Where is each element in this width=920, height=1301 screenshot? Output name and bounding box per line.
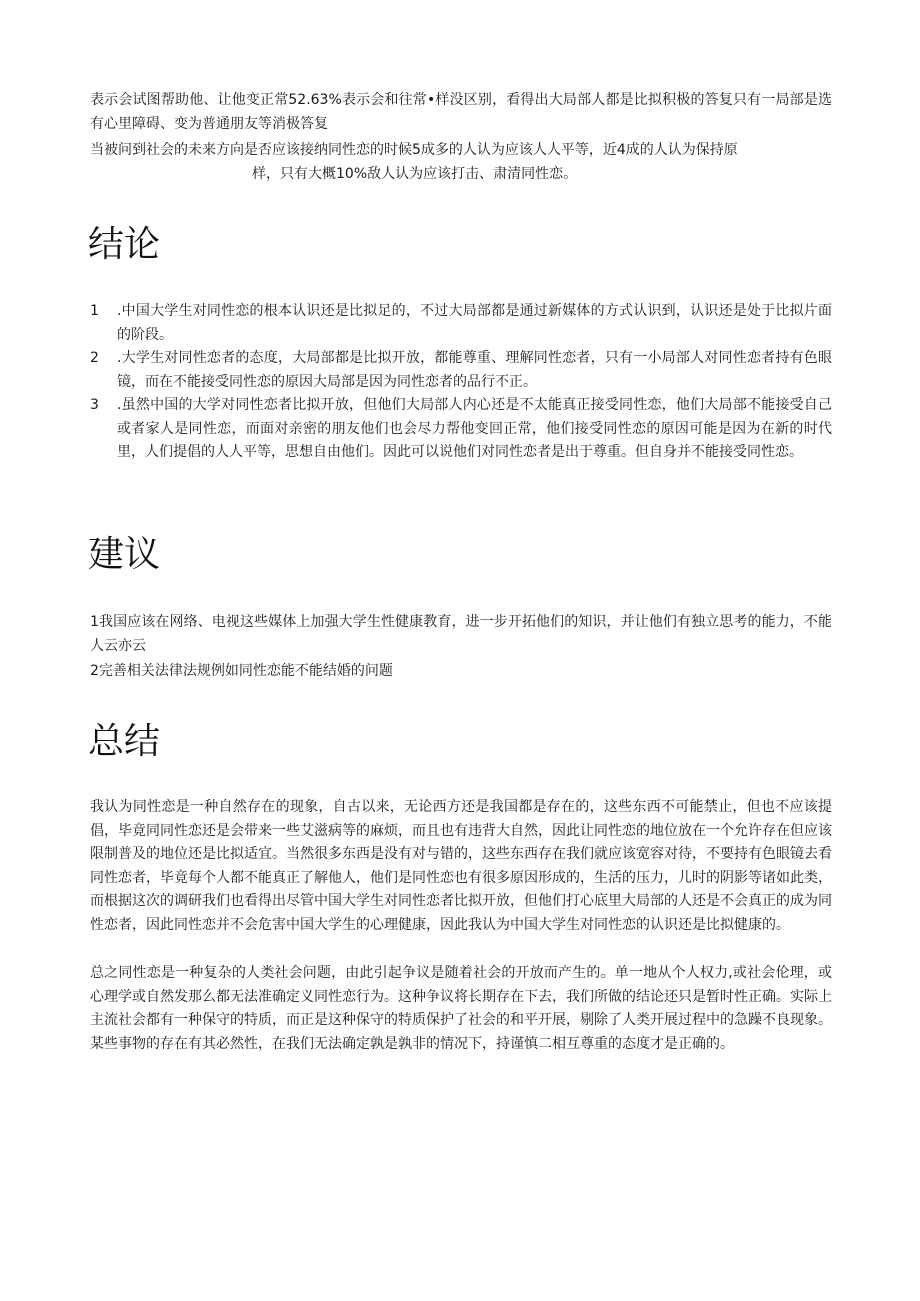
conclusion-item-number: 3 [90,397,99,413]
suggestion-item-2: 2完善相关法律法规例如同性恋能不能结婚的问题 [90,663,393,679]
conclusion-item-number: 1 [90,303,99,319]
conclusion-item-number: 2 [90,350,99,366]
summary-paragraph-2: 总之同性恋是一种复杂的人类社会问题，由此引起争议是随着社会的开放而产生的。单一地从个人权力,或社会伦理，或心理学或自然发那么都无法准确定义同性恋行为。这种争议将长期存在下去，我们所做的结论还只是暂时性正确。实际上主流社会都有一种保守的特质，而正是这种保守的特质保护了社会的和平开展，剔除了人类开展过程中的急躁不良现象。某些事物的存在有其必然性，在我们无法确定孰是孰非的情况下，持谨慎二相互尊重的态度才是正确的。 [90,965,832,1052]
suggestion-heading: 建议 [88,534,161,575]
conclusion-item-text: .中国大学生对同性恋的根本认识还是比拟足的，不过大局部都是通过新媒体的方式认识到，认识还是处于比拟片面的阶段。 [117,303,832,343]
intro-paragraph-2-part2: 样，只有大概10%敌人认为应该打击、肃清同性恋。 [252,165,578,182]
summary-heading: 总结 [88,721,161,762]
conclusion-heading: 结论 [88,224,161,265]
intro-paragraph-2-part1: 当被问到社会的未来方向是否应该接纳同性恋的时候5成多的人认为应该人人平等，近4成的人认为保持原 [90,142,738,158]
suggestion-item-1: 1我国应该在网络、电视这些媒体上加强大学生性健康教育，进一步开拓他们的知识，并让他们有独立思考的能力，不能人云亦云 [90,614,832,654]
conclusion-item-text: .大学生对同性恋者的态度，大局部都是比拟开放，都能尊重、理解同性恋者，只有一小局部人对同性恋者持有色眼镜，而在不能接受同性恋的原因大局部是因为同性恋者的品行不正。 [117,350,832,390]
conclusion-item [90,300,832,347]
conclusion-list [90,300,832,465]
intro-paragraph-2 [90,139,832,186]
conclusion-item [90,394,832,465]
intro-paragraph-1: 表示会试图帮助他、让他变正常52.63%表示会和往常•样没区别，看得出大局部人都是比拟积极的答复只有一局部是选有心里障碍、变为普通朋友等消极答复 [90,92,832,132]
conclusion-item [90,347,832,394]
summary-paragraph-1: 我认为同性恋是一种自然存在的现象，自古以来，无论西方还是我国都是存在的，这些东西不可能禁止，但也不应该提倡，毕竟同同性恋还是会带来一些艾滋病等的麻烦，而且也有违背大自然，因此让同性恋的地位放在一个允许存在但应该限制普及的地位还是比拟适宜。当然很多东西是没有对与错的，这些东西存在我们就应该宽容对待，不要持有色眼镜去看同性恋者，毕竟每个人都不能真正了解他人，他们是同性恋也有很多原因形成的，生活的压力，儿时的阴影等诸如此类，而根据这次的调研我们也看得出尽管中国大学生对同性恋者比拟开放，但他们打心底里大局部的人还是不会真正的成为同性恋者，因此同性恋并不会危害中国大学生的心理健康，因此我认为中国大学生对同性恋的认识还是比拟健康的。 [90,799,832,933]
conclusion-item-text: .虽然中国的大学对同性恋者比拟开放，但他们大局部人内心还是不太能真正接受同性恋，他们大局部不能接受自己或者家人是同性恋，而面对亲密的朋友他们也会尽力帮他变回正常，他们接受同性恋的原因可能是因为在新的时代里，人们提倡的人人平等，思想自由他们。因此可以说他们对同性恋者是出于尊重。但自身并不能接受同性恋。 [117,397,832,460]
